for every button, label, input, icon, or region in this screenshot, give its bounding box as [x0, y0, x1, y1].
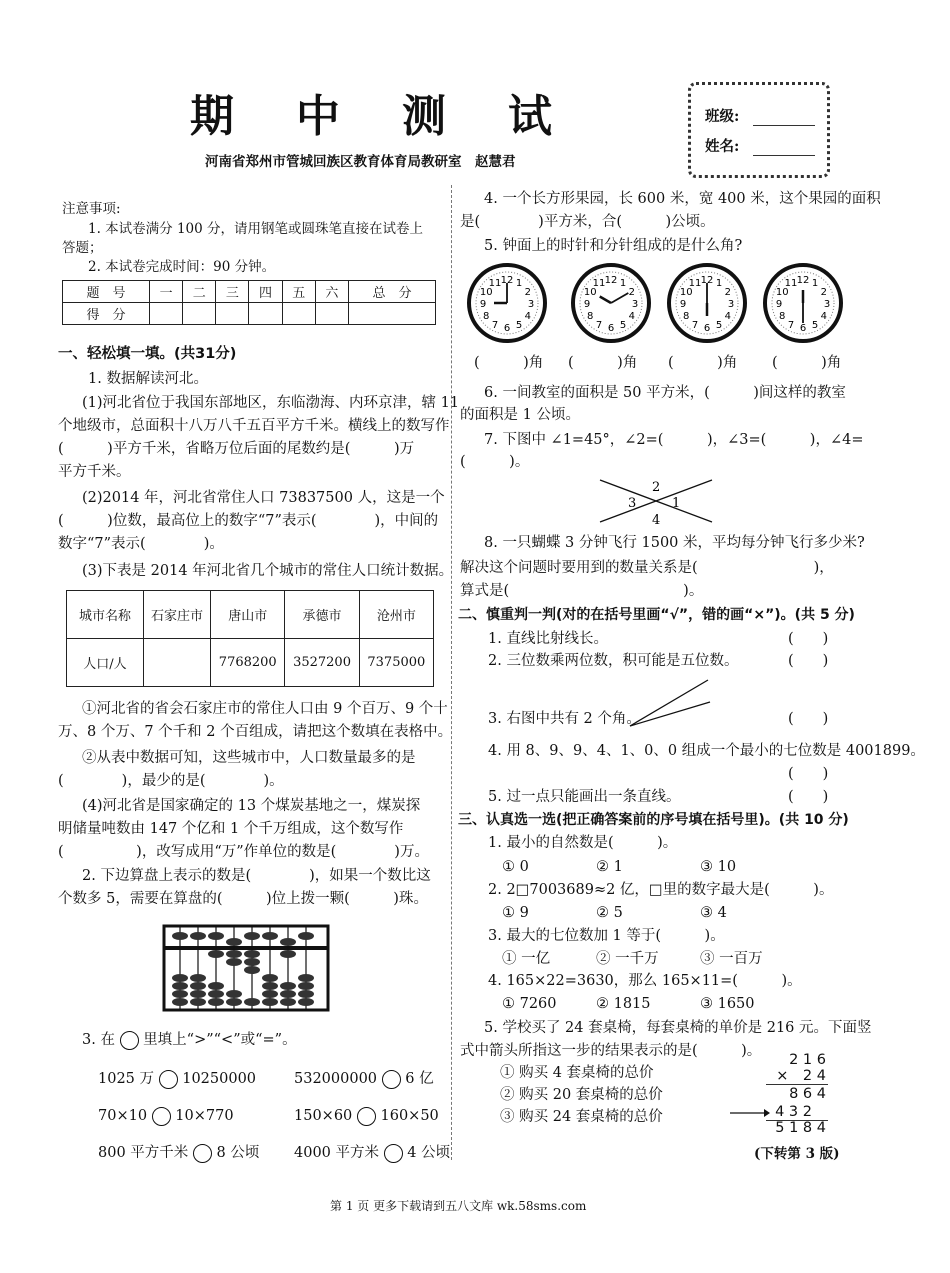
clock-number: 9	[479, 299, 487, 310]
s1-q1-3: (3)下表是 2014 年河北省几个城市的常住人口统计数据。	[82, 563, 454, 579]
choice-question: 式中箭头所指这一步的结果表示的是( )。	[460, 1043, 762, 1059]
compare-circle[interactable]	[382, 1070, 401, 1089]
choice-option[interactable]: ② 5	[596, 905, 623, 921]
compare-circle[interactable]	[193, 1144, 212, 1163]
score-header-cell: 总 分	[348, 281, 435, 303]
clock-number: 8	[587, 311, 594, 322]
score-header-cell: 二	[183, 281, 216, 303]
clock-number: 2	[524, 287, 531, 298]
s1-q4: 4. 一个长方形果园，长 600 米，宽 400 米，这个果园的面积	[484, 191, 881, 207]
compare-item: 800 平方千米 8 公顷	[98, 1145, 260, 1161]
choice-option[interactable]: ② 1	[596, 859, 623, 875]
clock-number: 11	[688, 278, 702, 290]
score-cell[interactable]	[315, 303, 348, 325]
clock-number: 6	[607, 323, 615, 334]
choice-option[interactable]: ③ 一百万	[700, 951, 763, 967]
clock-number: 3	[727, 299, 735, 310]
choice-option[interactable]: ② 1815	[596, 996, 651, 1012]
s1-q1-4: ( )，改写成用“万”作单位的数是( )万。	[58, 844, 429, 860]
judge-paren[interactable]: ( )	[788, 631, 829, 647]
city-header: 石家庄市	[144, 591, 211, 639]
choice-option[interactable]: ② 一千万	[596, 951, 659, 967]
vertical-calculation	[726, 1050, 836, 1136]
clock-number: 3	[527, 299, 535, 310]
name-box	[688, 82, 830, 178]
clock-number: 7	[787, 319, 795, 331]
score-cell[interactable]	[249, 303, 282, 325]
clock-number: 12	[700, 275, 714, 286]
clock-number: 12	[796, 275, 810, 286]
angle-label: 4	[652, 513, 661, 528]
score-header-cell: 六	[315, 281, 348, 303]
s1-q1-1: ( )平方千米，省略万位后面的尾数约是( )万	[58, 441, 415, 457]
section-1-heading: 一、轻松填一填。(共31分)	[58, 346, 237, 362]
clock-number: 4	[628, 311, 635, 322]
judge-item: 3. 右图中共有 2 个角。	[488, 711, 641, 727]
choice-option[interactable]: ② 购买 20 套桌椅的总价	[500, 1087, 663, 1103]
author-line: 河南省郑州市管城回族区教育体育局教研室 赵慧君	[205, 154, 516, 170]
score-header-cell: 五	[282, 281, 315, 303]
page-footer: 第 1 页 更多下载请到五八文库 wk.58sms.com	[330, 1199, 587, 1213]
s1-q1-2: (2)2014 年，河北省常住人口 73837500 人，这是一个	[82, 490, 445, 506]
compare-circle[interactable]	[152, 1107, 171, 1126]
clock-number: 3	[631, 299, 639, 310]
name-label: 姓名:	[705, 138, 740, 155]
s1-q6: 6. 一间教室的面积是 50 平方米，( )间这样的教室	[484, 385, 846, 401]
note-1-cont: 答题；	[62, 240, 103, 256]
angle-label: 1	[672, 496, 681, 511]
clock-number: 2	[628, 287, 635, 298]
clock-number: 10	[583, 287, 597, 298]
clock-number: 6	[703, 323, 711, 334]
column-divider	[451, 185, 452, 1160]
compare-circle-icon	[120, 1031, 139, 1050]
score-cell[interactable]	[348, 303, 435, 325]
intersecting-lines-figure	[596, 476, 716, 528]
clock-number: 10	[479, 287, 493, 298]
choice-option[interactable]: ③ 购买 24 套桌椅的总价	[500, 1109, 663, 1125]
compare-circle[interactable]	[159, 1070, 178, 1089]
choice-option[interactable]: ③ 4	[700, 905, 727, 921]
compare-item: 70×10 10×770	[98, 1108, 234, 1124]
clock-number: 4	[820, 311, 827, 322]
clock-number: 9	[583, 299, 591, 310]
choice-option[interactable]: ③ 10	[700, 859, 737, 875]
section-3-heading: 三、认真选一选(把正确答案前的序号填在括号里)。(共 10 分)	[458, 812, 849, 828]
compare-item: 532000000 6 亿	[294, 1071, 434, 1087]
choice-question: 3. 最大的七位数加 1 等于( )。	[488, 928, 725, 944]
choice-option[interactable]: ① 9	[502, 905, 529, 921]
choice-question: 1. 最小的自然数是( )。	[488, 835, 678, 851]
arrow-icon	[730, 1108, 770, 1118]
class-label: 班级:	[705, 108, 740, 125]
clock-number: 7	[491, 319, 499, 331]
score-header-cell: 一	[150, 281, 183, 303]
clock-number: 9	[775, 299, 783, 310]
clock-number: 8	[779, 311, 786, 322]
s1-q1-3-1: 万、8 个万、7 个千和 2 个百组成，请把这个数填在表格中。	[58, 724, 453, 740]
clock-number: 6	[799, 323, 807, 334]
clock-number: 11	[488, 278, 502, 290]
clock-number: 12	[500, 275, 514, 286]
judge-paren[interactable]: ( )	[788, 789, 829, 805]
s1-q1-3-2: ( )，最少的是( )。	[58, 773, 284, 789]
judge-item: 5. 过一点只能画出一条直线。	[488, 789, 681, 805]
calc-line: 8 6 4	[789, 1086, 826, 1102]
page-title: 期中测试	[190, 91, 614, 142]
clock-number: 2	[820, 287, 827, 298]
calc-line: 2 1 6	[789, 1052, 826, 1068]
city-value-shijiazhuang[interactable]	[144, 639, 211, 687]
s1-q1-2: 数字“7”表示( )。	[58, 536, 224, 552]
city-header: 沧州市	[359, 591, 433, 639]
note-1: 1. 本试卷满分 100 分，请用钢笔或圆珠笔直接在试卷上	[88, 221, 424, 237]
clock-number: 9	[679, 299, 687, 310]
score-header-cell: 题 号	[63, 281, 150, 303]
clock-number: 7	[691, 319, 699, 331]
calc-line: 4 3 2	[775, 1104, 812, 1120]
s1-q1-1: 个地级市，总面积十八万八千五百平方千米。横线上的数写作	[58, 418, 450, 434]
clock-number: 5	[715, 319, 723, 331]
clock-number: 4	[724, 311, 731, 322]
clock-number: 5	[811, 319, 819, 331]
compare-circle[interactable]	[384, 1144, 403, 1163]
clock-face-icon	[570, 262, 652, 344]
compare-item: 4000 平方米 4 公顷	[294, 1145, 451, 1161]
clock-face-icon	[666, 262, 748, 344]
clock-number: 11	[592, 278, 606, 290]
section-2-heading: 二、慎重判一判(对的在括号里画“√”，错的画“×”)。(共 5 分)	[458, 607, 855, 623]
city-value-chengde: 3527200	[285, 639, 359, 687]
choice-option[interactable]: ① 购买 4 套桌椅的总价	[500, 1065, 654, 1081]
s1-q8: 8. 一只蝴蝶 3 分钟飞行 1500 米，平均每分钟飞行多少米?	[484, 535, 865, 551]
s1-q3	[82, 1030, 297, 1050]
angle-answer: ( )角	[568, 355, 638, 371]
notes-title: 注意事项:	[62, 201, 121, 217]
score-table	[62, 280, 436, 325]
clock-number: 2	[724, 287, 731, 298]
abacus-figure	[160, 922, 332, 1014]
choice-option[interactable]: ① 0	[502, 859, 529, 875]
clock-number: 5	[619, 319, 627, 331]
clock-number: 6	[503, 323, 511, 334]
judge-item: 2. 三位数乘两位数，积可能是五位数。	[488, 653, 739, 669]
clock-number: 10	[679, 287, 693, 298]
compare-item: 150×60 160×50	[294, 1108, 439, 1124]
choice-question: 4. 165×22=3630，那么 165×11=( )。	[488, 973, 802, 989]
s1-q1-3-1: ①河北省的省会石家庄市的常住人口由 9 个百万、9 个十	[82, 701, 448, 717]
choice-option[interactable]: ③ 1650	[700, 996, 755, 1012]
score-row-label: 得 分	[63, 303, 150, 325]
angle-label: 2	[652, 480, 661, 495]
clock-number: 4	[524, 311, 531, 322]
clock-face-icon	[466, 262, 548, 344]
choice-option[interactable]: ① 一亿	[502, 951, 551, 967]
s1-q4: 是( )平方米，合( )公顷。	[460, 214, 715, 230]
angle-answer: ( )角	[474, 355, 544, 371]
angle-answer: ( )角	[772, 355, 842, 371]
city-row-label: 人口/人	[67, 639, 144, 687]
judge-paren[interactable]: ( )	[788, 653, 829, 669]
city-header: 承德市	[285, 591, 359, 639]
judge-paren[interactable]: ( )	[788, 711, 829, 727]
s1-q1-4: 明储量吨数由 147 个亿和 1 个千万组成，这个数写作	[58, 821, 404, 837]
s1-q8: 算式是( )。	[460, 583, 704, 599]
clock-number: 3	[823, 299, 831, 310]
name-field[interactable]	[753, 155, 815, 156]
s1-q1: 1. 数据解读河北。	[88, 371, 208, 387]
s1-q6: 的面积是 1 公顷。	[460, 407, 580, 423]
note-2: 2. 本试卷完成时间：90 分钟。	[88, 259, 276, 275]
score-cell[interactable]	[216, 303, 249, 325]
angle-answer: ( )角	[668, 355, 738, 371]
clock-face-icon	[762, 262, 844, 344]
clock-number: 1	[811, 278, 819, 290]
score-header-cell: 三	[216, 281, 249, 303]
s1-q8: 解决这个问题时要用到的数量关系是( )，	[460, 560, 834, 576]
city-value-tangshan: 7768200	[211, 639, 285, 687]
s1-q2: 2. 下边算盘上表示的数是( )，如果一个数比这	[82, 868, 431, 884]
clock-number: 12	[604, 275, 618, 286]
choice-question: 5. 学校买了 24 套桌椅，每套桌椅的单价是 216 元。下面竖	[484, 1020, 872, 1036]
compare-item: 1025 万 10250000	[98, 1071, 257, 1087]
s1-q5: 5. 钟面上的时针和分针组成的是什么角?	[484, 238, 743, 254]
s1-q2: 个数多 5，需要在算盘的( )位上拨一颗( )珠。	[58, 891, 428, 907]
class-field[interactable]	[753, 125, 815, 126]
clock-number: 11	[784, 278, 798, 290]
s1-q3-pre: 3. 在	[82, 1032, 115, 1048]
angle-label: 3	[628, 496, 637, 511]
clock-number: 7	[595, 319, 603, 331]
choice-option[interactable]: ① 7260	[502, 996, 557, 1012]
s1-q1-3-2: ②从表中数据可知，这些城市中，人口数量最多的是	[82, 750, 416, 766]
continue-note: (下转第 3 版)	[754, 1146, 840, 1162]
city-header: 城市名称	[67, 591, 144, 639]
score-cell[interactable]	[150, 303, 183, 325]
s1-q1-1: 平方千米。	[58, 464, 131, 480]
score-header-cell: 四	[249, 281, 282, 303]
clock-row	[466, 262, 846, 344]
choice-question: 2. 2□7003689≈2 亿，□里的数字最大是( )。	[488, 882, 834, 898]
city-population-table	[66, 590, 434, 687]
clock-number: 10	[775, 287, 789, 298]
clock-number: 8	[483, 311, 490, 322]
judge-item: 1. 直线比射线长。	[488, 631, 608, 647]
score-cell[interactable]	[183, 303, 216, 325]
s1-q1-1: (1)河北省位于我国东部地区，东临渤海、内环京津，辖 11	[82, 395, 460, 411]
s1-q1-2: ( )位数，最高位上的数字“7”表示( )，中间的	[58, 513, 439, 529]
s1-q7: ( )。	[460, 454, 530, 470]
calc-line: × 2 4	[776, 1068, 826, 1084]
compare-circle[interactable]	[357, 1107, 376, 1126]
clock-number: 1	[715, 278, 723, 290]
city-value-cangzhou: 7375000	[359, 639, 433, 687]
judge-paren[interactable]: ( )	[788, 766, 829, 782]
calc-line: 5 1 8 4	[775, 1120, 826, 1136]
s1-q3-post: 里填上“>”“<”或“=”。	[143, 1032, 297, 1048]
s1-q1-4: (4)河北省是国家确定的 13 个煤炭基地之一，煤炭探	[82, 798, 421, 814]
judge-item: 4. 用 8、9、9、4、1、0、0 组成一个最小的七位数是 4001899。	[488, 743, 925, 759]
clock-number: 5	[515, 319, 523, 331]
clock-number: 1	[619, 278, 627, 290]
clock-number: 1	[515, 278, 523, 290]
s1-q7: 7. 下图中 ∠1=45°，∠2=( )，∠3=( )，∠4=	[484, 432, 864, 448]
city-header: 唐山市	[211, 591, 285, 639]
clock-number: 8	[683, 311, 690, 322]
score-cell[interactable]	[282, 303, 315, 325]
